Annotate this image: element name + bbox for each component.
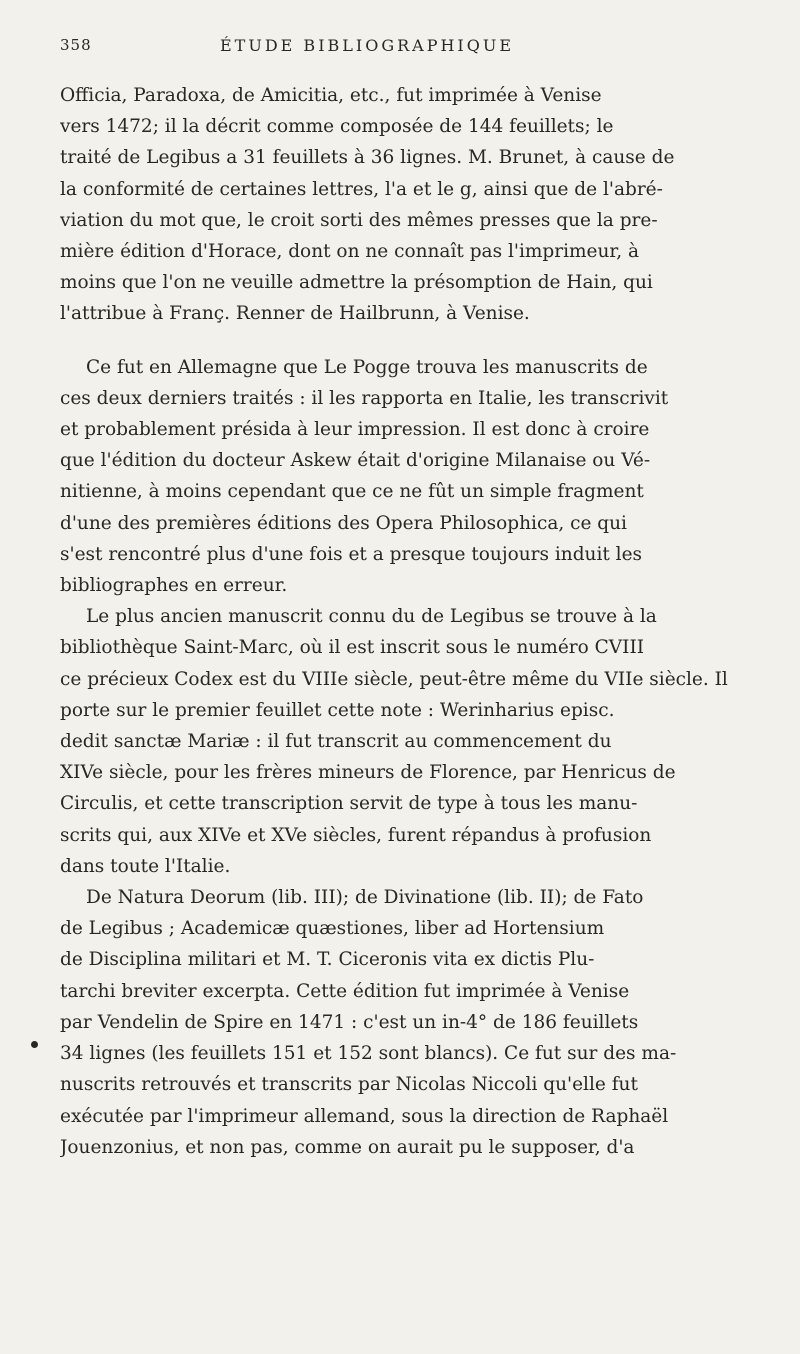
page-header [60,36,800,62]
text-line: XIVe siècle, pour les frères mineurs de Florence, par Henricus de [60,762,676,784]
text-line: traité de Legibus a 31 feuillets à 36 lignes. M. Brunet, à cause de [60,147,675,169]
page-number: 358 [60,36,92,54]
text-line: mière édition d'Horace, dont on ne connaît pas l'imprimeur, à [60,241,640,263]
text-line: porte sur le premier feuillet cette note : Werinharius episc. [60,699,615,721]
text-line: moins que l'on ne veuille admettre la présomption de Hain, qui [60,272,653,294]
text-line: Jouenzonius, et non pas, comme on aurait pu le supposer, d'a [60,1136,635,1158]
text-line: Circulis, et cette transcription servit de type à tous les manu- [60,793,638,815]
paragraph [60,352,800,602]
text-line: De Natura Deorum (lib. III); de Divinatione (lib. II); de Fato [86,887,644,909]
text-line: que l'édition du docteur Askew était d'origine Milanaise ou Vé- [60,450,651,472]
text-line: bibliothèque Saint-Marc, où il est inscrit sous le numéro CVIII [60,637,645,659]
body-text [60,80,800,1163]
text-line: s'est rencontré plus d'une fois et a presque toujours induit les [60,543,643,565]
text-line: scrits qui, aux XIVe et XVe siècles, furent répandus à profusion [60,824,652,846]
text-line: dans toute l'Italie. [60,855,231,877]
text-line: Ce fut en Allemagne que Le Pogge trouva les manuscrits de [86,356,648,378]
paragraph-gap [60,330,800,352]
text-line: bibliographes en erreur. [60,575,288,597]
margin-bullet-mark [31,1041,38,1048]
text-line: la conformité de certaines lettres, l'a et le g, ainsi que de l'abré- [60,178,663,200]
text-line: nitienne, à moins cependant que ce ne fût un simple fragment [60,481,644,503]
text-line: tarchi breviter excerpta. Cette édition fut imprimée à Venise [60,980,630,1002]
text-line: ce précieux Codex est du VIIIe siècle, peut-être même du VIIe siècle. Il [60,668,728,690]
paragraph [60,882,800,1163]
text-line: dedit sanctæ Mariæ : il fut transcrit au commencement du [60,731,612,753]
text-line: Le plus ancien manuscrit connu du de Legibus se trouve à la [86,606,657,628]
text-line: 34 lignes (les feuillets 151 et 152 sont blancs). Ce fut sur des ma- [60,1043,677,1065]
text-line: exécutée par l'imprimeur allemand, sous la direction de Raphaël [60,1105,669,1127]
text-line: et probablement présida à leur impression. Il est donc à croire [60,419,650,441]
text-line: viation du mot que, le croit sorti des mêmes presses que la pre- [60,209,658,231]
paragraph [60,601,800,882]
text-line: de Legibus ; Academicæ quæstiones, liber ad Hortensium [60,918,605,940]
text-line: ces deux derniers traités : il les rapporta en Italie, les transcrivit [60,387,669,409]
text-line: vers 1472; il la décrit comme composée de 144 feuillets; le [60,116,614,138]
text-line: de Disciplina militari et M. T. Ciceronis vita ex dictis Plu- [60,949,595,971]
text-line: par Vendelin de Spire en 1471 : c'est un in-4° de 186 feuillets [60,1011,639,1033]
running-head: ÉTUDE BIBLIOGRAPHIQUE [220,36,515,55]
paragraph [60,80,800,330]
text-line: d'une des premières éditions des Opera Philosophica, ce qui [60,512,627,534]
text-line: nuscrits retrouvés et transcrits par Nicolas Niccoli qu'elle fut [60,1074,638,1096]
text-line: l'attribue à Franç. Renner de Hailbrunn, à Venise. [60,303,530,325]
text-line: Officia, Paradoxa, de Amicitia, etc., fut imprimée à Venise [60,85,602,106]
